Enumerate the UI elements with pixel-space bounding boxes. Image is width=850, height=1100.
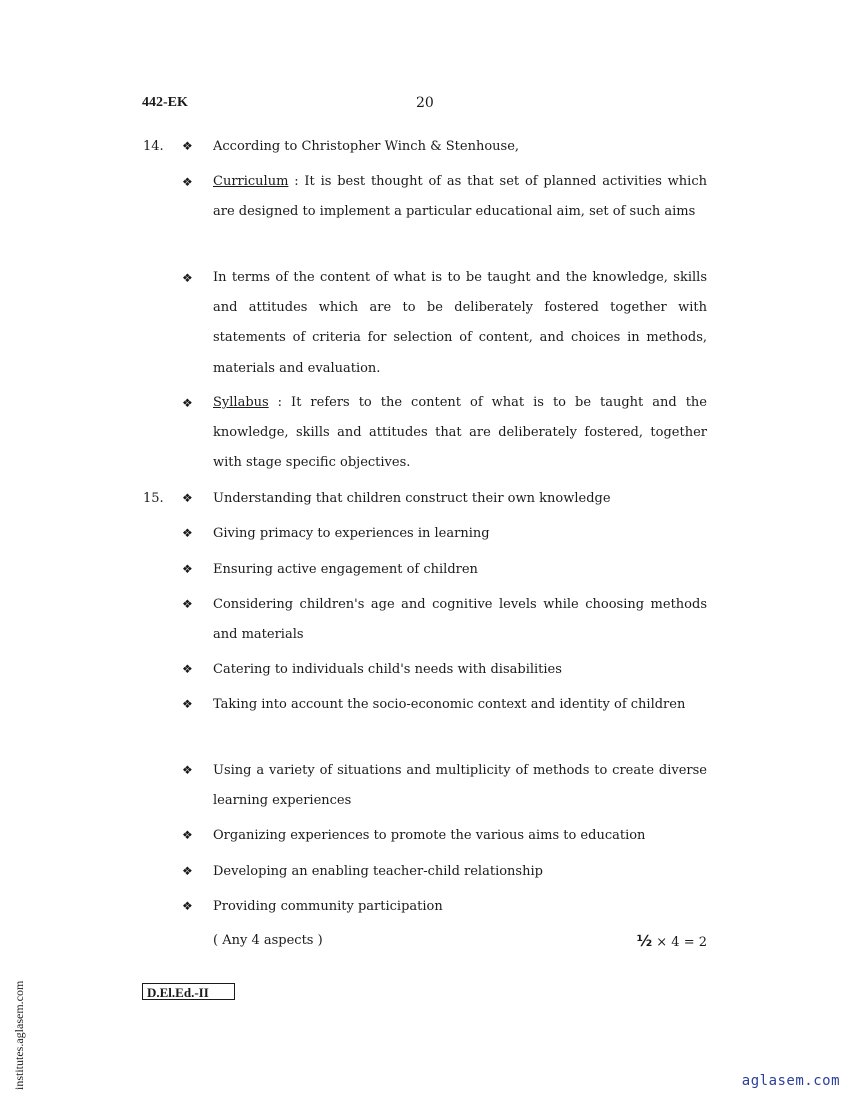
q15-item: Catering to individuals child's needs with disabilities bbox=[213, 662, 562, 677]
question-14-number: 14. bbox=[143, 139, 164, 154]
marks-half: ½ bbox=[636, 932, 653, 950]
bullet-icon: ❖ bbox=[182, 562, 193, 576]
bullet-icon: ❖ bbox=[182, 828, 193, 842]
course-label-box: D.El.Ed.-II bbox=[142, 983, 235, 1000]
q14-intro: According to Christopher Winch & Stenhouse, bbox=[213, 139, 520, 154]
q15-item: Using a variety of situations and multiplicity of methods to create diverse learning experiences bbox=[213, 763, 707, 809]
q15-item: Ensuring active engagement of children bbox=[213, 562, 478, 577]
curriculum-text: : It is best thought of as that set of planned activities which are designed to implement a particular educational aim, set of such aims bbox=[213, 174, 707, 220]
watermark-link[interactable]: aglasem.com bbox=[741, 1073, 840, 1089]
q15-item: Understanding that children construct their own knowledge bbox=[213, 491, 611, 506]
curriculum-term: Curriculum bbox=[213, 174, 289, 189]
q15-item: Providing community participation bbox=[213, 899, 443, 914]
marks-rest: × 4 = 2 bbox=[652, 935, 707, 950]
paper-code: 442-EK bbox=[142, 95, 188, 110]
bullet-icon: ❖ bbox=[182, 271, 193, 285]
q15-marks bbox=[637, 932, 707, 950]
bullet-icon: ❖ bbox=[182, 396, 193, 410]
bullet-icon: ❖ bbox=[182, 899, 193, 913]
bullet-icon: ❖ bbox=[182, 763, 193, 777]
question-15-number: 15. bbox=[143, 491, 164, 506]
q15-item: Developing an enabling teacher-child relationship bbox=[213, 864, 543, 879]
q14-content-definition: In terms of the content of what is to be taught and the knowledge, skills and attitudes which are to be deliberately fostered together with statements of criteria for selection of content, and choices in methods, materials and evaluation. bbox=[213, 270, 707, 376]
bullet-icon: ❖ bbox=[182, 597, 193, 611]
q15-item: Taking into account the socio-economic context and identity of children bbox=[213, 697, 686, 712]
bullet-icon: ❖ bbox=[182, 662, 193, 676]
side-watermark: institutes.aglasem.com bbox=[12, 980, 26, 1090]
q14-curriculum-definition bbox=[213, 167, 707, 227]
bullet-icon: ❖ bbox=[182, 864, 193, 878]
bullet-icon: ❖ bbox=[182, 491, 193, 505]
bullet-icon: ❖ bbox=[182, 526, 193, 540]
q15-item: Considering children's age and cognitive levels while choosing methods and materials bbox=[213, 597, 707, 643]
bullet-icon: ❖ bbox=[182, 175, 193, 189]
bullet-icon: ❖ bbox=[182, 139, 193, 153]
syllabus-text: : It refers to the content of what is to be taught and the knowledge, skills and attitudes that are deliberately fostered, together with stage specific objectives. bbox=[213, 395, 707, 471]
syllabus-term: Syllabus bbox=[213, 395, 269, 410]
q15-item: Organizing experiences to promote the various aims to education bbox=[213, 828, 646, 843]
bullet-icon: ❖ bbox=[182, 697, 193, 711]
page-number: 20 bbox=[416, 95, 434, 111]
q15-item: Giving primacy to experiences in learning bbox=[213, 526, 490, 541]
q14-syllabus-definition bbox=[213, 388, 707, 479]
q15-note: ( Any 4 aspects ) bbox=[213, 933, 323, 948]
